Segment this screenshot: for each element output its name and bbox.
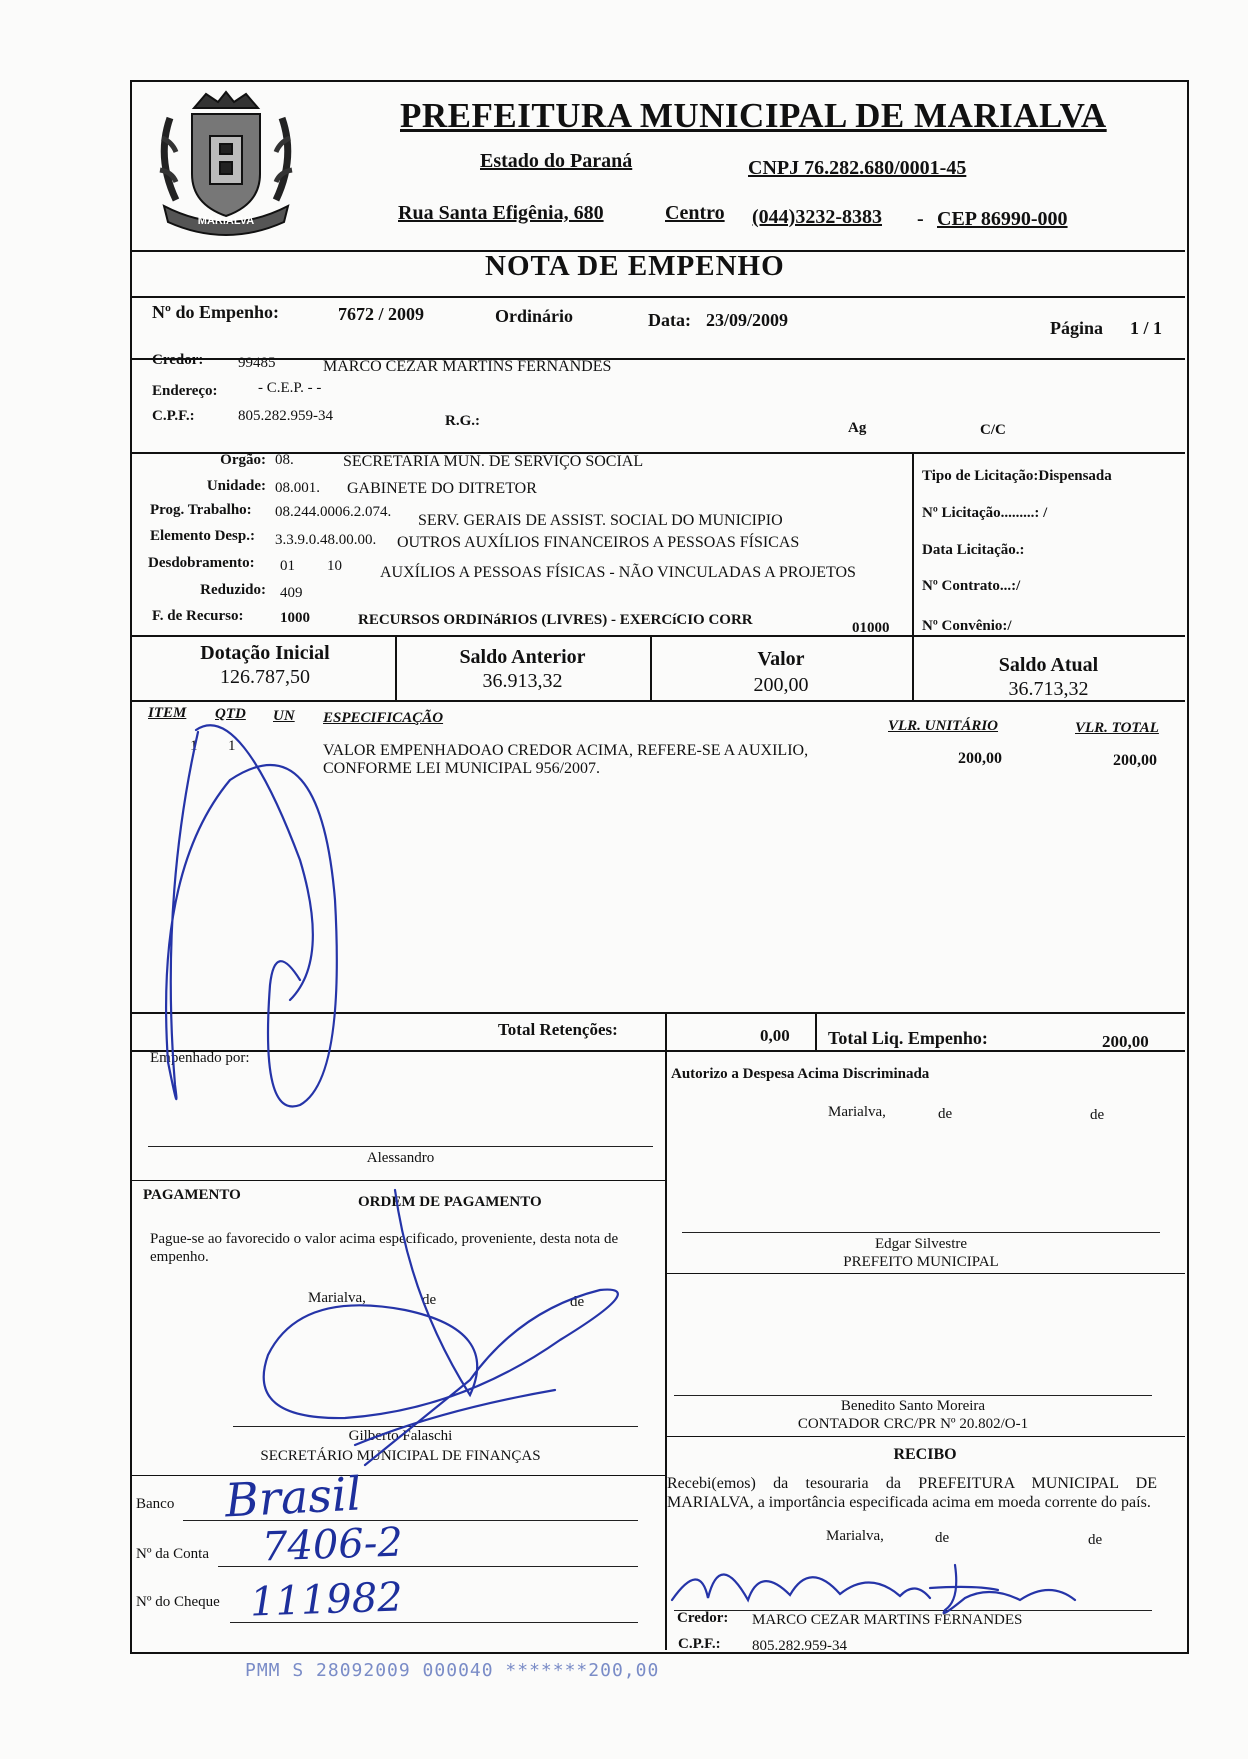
recurso-code: 1000: [280, 610, 310, 626]
header-dash: -: [917, 208, 924, 230]
desdobramento-code1: 01: [280, 558, 295, 574]
cep: CEP 86990-000: [937, 208, 1068, 230]
page-title: PREFEITURA MUNICIPAL DE MARIALVA: [400, 96, 1107, 135]
reduzido-label: Reduzido:: [200, 582, 266, 598]
rg-label: R.G.:: [445, 413, 480, 429]
coat-of-arms-icon: [150, 88, 302, 238]
licitacao-tipo: Tipo de Licitação:Dispensada: [922, 468, 1112, 484]
autorizo-de2: de: [1090, 1107, 1105, 1123]
address: Rua Santa Efigênia, 680: [398, 202, 604, 224]
phone: (044)3232-8383: [752, 206, 882, 228]
elemento-label: Elemento Desp.:: [150, 528, 255, 544]
banco-label: Banco: [136, 1496, 175, 1512]
document-title: NOTA DE EMPENHO: [485, 250, 785, 282]
item-unit-value: 200,00: [958, 750, 1002, 767]
recibo-text: Recebi(emos) da tesouraria da PREFEITURA MUNICIPAL DE MARIALVA, a importância especificada acima em moeda corrente do país.: [667, 1475, 1157, 1511]
cheque-label: Nº do Cheque: [136, 1594, 220, 1610]
orgao-label: Orgão:: [220, 452, 266, 468]
col-valor-unitario: VLR. UNITÁRIO: [888, 718, 999, 734]
unidade-label: Unidade:: [206, 478, 266, 494]
recurso-code2: 01000: [852, 620, 890, 636]
liquido-value: 200,00: [1102, 1032, 1149, 1051]
desdobramento-label: Desdobramento:: [148, 555, 255, 571]
credor-code: 99485: [238, 355, 276, 371]
orgao-code: 08.: [275, 452, 294, 468]
state-name: Estado do Paraná: [480, 150, 633, 172]
unidade-name: GABINETE DO DITRETOR: [347, 480, 537, 497]
pagamento-de2: de: [570, 1294, 585, 1310]
empenho-date: 23/09/2009: [706, 310, 789, 330]
pagamento-de1: de: [422, 1292, 437, 1308]
saldo-anterior-label: Saldo Anterior: [459, 646, 586, 668]
liquido-label: Total Liq. Empenho:: [828, 1028, 988, 1048]
recurso-label: F. de Recurso:: [152, 608, 244, 624]
secretario-name: Gilberto Falaschi: [348, 1428, 453, 1444]
contador-name: Benedito Santo Moreira: [840, 1398, 986, 1414]
item-qtd: 1: [228, 738, 236, 754]
elemento-code: 3.3.9.0.48.00.00.: [275, 532, 377, 548]
recibo-de1: de: [935, 1530, 950, 1546]
pagamento-city: Marialva,: [308, 1290, 366, 1306]
contador-role: CONTADOR CRC/PR Nº 20.802/O-1: [797, 1416, 1029, 1432]
dotacao-label: Dotação Inicial: [200, 642, 330, 664]
prog-name: SERV. GERAIS DE ASSIST. SOCIAL DO MUNICIPIO: [418, 512, 783, 529]
retencoes-value: 0,00: [760, 1026, 790, 1045]
contrato-numero: Nº Contrato...:/: [922, 578, 1021, 594]
secretario-role: SECRETÁRIO MUNICIPAL DE FINANÇAS: [260, 1448, 541, 1464]
empenho-date-label: Data:: [648, 310, 691, 330]
address-label: Endereço:: [152, 383, 218, 399]
seal-text: MARIALVA: [197, 215, 255, 227]
col-especificacao: ESPECIFICAÇÃO: [323, 710, 444, 726]
address-value: - C.E.P. - -: [258, 380, 322, 396]
recibo-credor-name: MARCO CEZAR MARTINS FERNANDES: [752, 1612, 1023, 1628]
credor-name: MARCO CEZAR MARTINS FERNANDES: [323, 358, 612, 375]
prog-code: 08.244.0006.2.074.: [275, 504, 392, 520]
desdobramento-name: AUXÍLIOS A PESSOAS FÍSICAS - NÃO VINCULADAS A PROJETOS: [380, 564, 856, 581]
recibo-label: RECIBO: [893, 1446, 957, 1463]
empenhado-label: Empenhado por:: [150, 1050, 250, 1066]
cnpj: CNPJ 76.282.680/0001-45: [748, 157, 967, 179]
retencoes-label: Total Retenções:: [498, 1020, 618, 1039]
page-label: Página: [1050, 318, 1104, 338]
dotacao-value: 126.787,50: [220, 666, 310, 688]
valor-value: 200,00: [753, 674, 809, 696]
elemento-name: OUTROS AUXÍLIOS FINANCEIROS A PESSOAS FÍSICAS: [397, 534, 800, 551]
empenho-number: 7672 / 2009: [338, 304, 425, 324]
pagamento-text: Pague-se ao favorecido o valor acima especificado, proveniente, desta nota de empenho.: [150, 1231, 619, 1265]
pagamento-label: PAGAMENTO: [143, 1187, 241, 1203]
col-item: ITEM: [148, 705, 187, 721]
prefeito-role: PREFEITO MUNICIPAL: [843, 1254, 999, 1270]
item-description-line1: VALOR EMPENHADOAO CREDOR ACIMA, REFERE-SE A AUXILIO,: [323, 742, 809, 759]
conta-handwritten: 7406-2: [261, 1519, 404, 1571]
autorizo-label: Autorizo a Despesa Acima Discriminada: [671, 1066, 930, 1082]
orgao-name: SECRETARIA MUN. DE SERVIÇO SOCIAL: [343, 453, 644, 470]
desdobramento-code2: 10: [327, 558, 342, 574]
recibo-cpf-label: C.P.F.:: [678, 1636, 721, 1652]
cc-label: C/C: [980, 422, 1006, 438]
valor-label: Valor: [757, 648, 805, 670]
empenho-number-label: Nº do Empenho:: [152, 302, 279, 322]
convenio-numero: Nº Convênio:/: [922, 618, 1012, 634]
empenho-type: Ordinário: [495, 306, 574, 326]
reduzido-value: 409: [280, 585, 303, 601]
saldo-atual-value: 36.713,32: [1008, 678, 1089, 700]
cpf-label: C.P.F.:: [152, 408, 195, 424]
item-number: 1: [190, 738, 198, 754]
unidade-code: 08.001.: [275, 480, 320, 496]
conta-label: Nº da Conta: [136, 1546, 209, 1562]
recurso-name: RECURSOS ORDINáRIOS (LIVRES) - EXERCíCIO CORR: [358, 612, 753, 628]
cpf-value: 805.282.959-34: [238, 408, 333, 424]
item-description-line2: CONFORME LEI MUNICIPAL 956/2007.: [323, 760, 601, 777]
saldo-atual-label: Saldo Atual: [998, 654, 1099, 676]
ag-label: Ag: [848, 420, 867, 436]
banco-handwritten: Brasil: [223, 1466, 363, 1528]
cheque-handwritten: 111982: [249, 1574, 404, 1626]
recibo-cpf: 805.282.959-34: [752, 1638, 847, 1654]
recibo-credor-label: Credor:: [677, 1610, 729, 1626]
licitacao-data: Data Licitação.:: [922, 542, 1025, 558]
prog-label: Prog. Trabalho:: [150, 502, 252, 518]
ordem-pagamento-label: ORDEM DE PAGAMENTO: [358, 1194, 542, 1210]
autorizo-de1: de: [938, 1106, 953, 1122]
saldo-anterior-value: 36.913,32: [482, 670, 563, 692]
col-qtd: QTD: [215, 706, 246, 722]
empenhado-name: Alessandro: [366, 1150, 435, 1166]
prefeito-name: Edgar Silvestre: [874, 1236, 968, 1252]
col-un: UN: [273, 708, 295, 724]
licitacao-numero: Nº Licitação.........: /: [922, 505, 1048, 521]
autorizo-city: Marialva,: [828, 1104, 886, 1120]
item-total-value: 200,00: [1113, 752, 1157, 769]
payment-stamp: PMM S 28092009 000040 *******200,00: [245, 1660, 660, 1681]
recibo-city: Marialva,: [826, 1528, 884, 1544]
col-valor-total: VLR. TOTAL: [1075, 720, 1159, 736]
district: Centro: [665, 202, 725, 224]
page-number: 1 / 1: [1130, 318, 1163, 338]
recibo-de2: de: [1088, 1532, 1103, 1548]
credor-label: Credor:: [152, 352, 204, 368]
